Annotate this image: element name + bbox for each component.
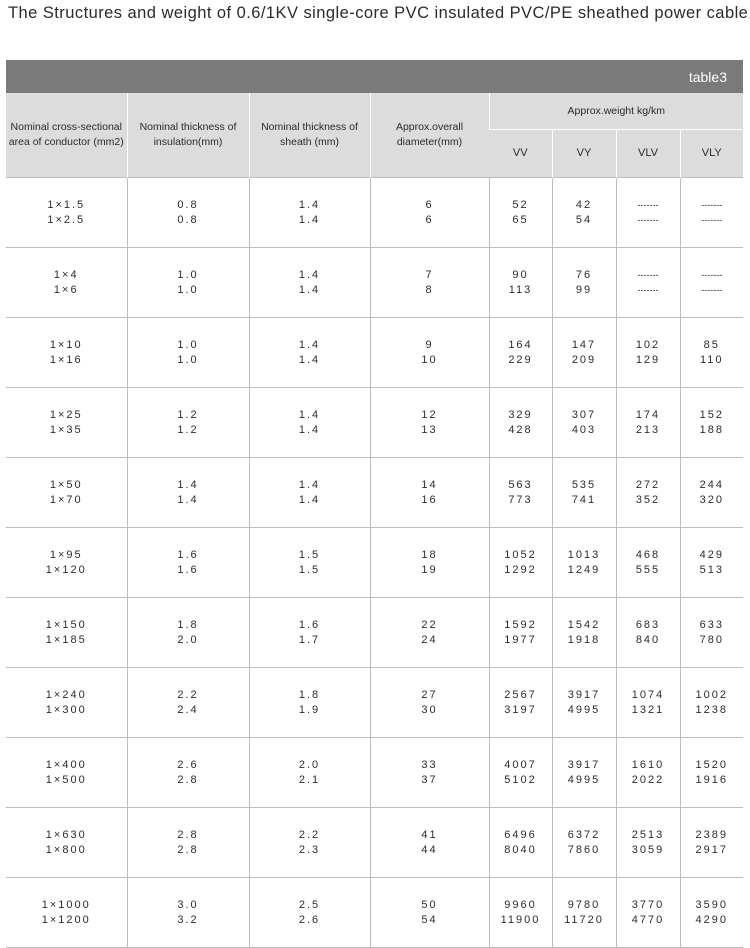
table-row bbox=[6, 458, 743, 528]
cell-value: 1×400 bbox=[45, 759, 87, 771]
cell-weight-vlv bbox=[616, 248, 680, 318]
cell-value: 213 bbox=[635, 423, 661, 436]
cell-insulation bbox=[127, 738, 249, 808]
cell-value: ------- bbox=[701, 284, 723, 295]
cell-value: 2.0 bbox=[298, 759, 321, 771]
cell-value: 90 bbox=[512, 269, 529, 281]
cell-value: 3.2 bbox=[177, 913, 199, 926]
cell-value: 403 bbox=[571, 423, 597, 436]
cell-value: 1×10 bbox=[49, 339, 83, 351]
cell-value: 0.8 bbox=[177, 213, 199, 226]
cell-value: 3770 bbox=[631, 899, 665, 911]
cell-insulation bbox=[127, 528, 249, 598]
cell-value: 1×95 bbox=[49, 549, 83, 561]
cell-value: 2.3 bbox=[298, 843, 321, 856]
cell-weight-vy bbox=[552, 458, 616, 528]
cell-value: 1542 bbox=[567, 619, 601, 631]
table-row bbox=[6, 248, 743, 318]
cell-value: 1.5 bbox=[298, 549, 321, 561]
cell-value: 1.2 bbox=[177, 409, 199, 421]
cell-value: 1.5 bbox=[298, 563, 321, 576]
cell-value: 535 bbox=[571, 479, 597, 491]
cell-value: ------- bbox=[701, 214, 723, 225]
cell-area bbox=[6, 318, 127, 388]
cell-weight-vv bbox=[489, 458, 552, 528]
table-row bbox=[6, 388, 743, 458]
cell-weight-vv bbox=[489, 878, 552, 948]
cell-diameter bbox=[370, 248, 489, 318]
cell-weight-vv bbox=[489, 248, 552, 318]
cell-area bbox=[6, 458, 127, 528]
header-weight: Approx.weight kg/km bbox=[489, 93, 743, 130]
cell-weight-vv bbox=[489, 668, 552, 738]
cell-insulation bbox=[127, 318, 249, 388]
cell-value: 1.8 bbox=[298, 689, 321, 701]
cell-sheath bbox=[249, 248, 370, 318]
cell-weight-vly bbox=[680, 458, 743, 528]
cell-area bbox=[6, 388, 127, 458]
cell-weight-vlv bbox=[616, 668, 680, 738]
cell-insulation bbox=[127, 458, 249, 528]
cell-insulation bbox=[127, 878, 249, 948]
header-vv: VV bbox=[489, 130, 552, 178]
cell-value: 555 bbox=[635, 563, 661, 576]
cell-insulation bbox=[127, 248, 249, 318]
cell-value: 780 bbox=[699, 633, 724, 646]
cell-weight-vlv bbox=[616, 878, 680, 948]
cell-value: 209 bbox=[571, 353, 597, 366]
cell-value: 188 bbox=[699, 423, 724, 436]
cell-value: 320 bbox=[699, 493, 724, 506]
cell-value: 1.0 bbox=[177, 339, 199, 351]
cell-value: 1×300 bbox=[45, 703, 87, 716]
cell-value: 54 bbox=[421, 913, 438, 926]
cell-value: 1×120 bbox=[45, 563, 87, 576]
cell-weight-vy bbox=[552, 808, 616, 878]
table-row bbox=[6, 318, 743, 388]
cell-value: 1292 bbox=[504, 563, 537, 576]
cell-value: 11720 bbox=[564, 913, 604, 926]
cell-value: 1.4 bbox=[298, 269, 321, 281]
cell-value: 1×1000 bbox=[41, 899, 91, 911]
cell-value: 1.9 bbox=[298, 703, 321, 716]
cell-value: 3059 bbox=[631, 843, 665, 856]
cell-weight-vly bbox=[680, 528, 743, 598]
cell-value: 5102 bbox=[504, 773, 537, 786]
cell-value: 1×4 bbox=[53, 269, 79, 281]
cell-value: 1.4 bbox=[298, 283, 321, 296]
cell-value: 1×6 bbox=[53, 283, 79, 296]
cell-value: 1.4 bbox=[298, 339, 321, 351]
cell-value: 4995 bbox=[567, 703, 601, 716]
cell-value: 1916 bbox=[695, 773, 728, 786]
cell-value: 6372 bbox=[567, 829, 601, 841]
cell-value: 174 bbox=[635, 409, 661, 421]
cell-value: 1002 bbox=[695, 689, 728, 701]
cell-value: ------- bbox=[637, 200, 659, 210]
cell-area bbox=[6, 738, 127, 808]
cell-value: 9960 bbox=[504, 899, 537, 911]
cell-value: 9780 bbox=[567, 899, 601, 911]
cell-value: 6 bbox=[425, 213, 434, 226]
cell-value: 1.8 bbox=[177, 619, 199, 631]
cell-insulation bbox=[127, 178, 249, 248]
cell-value: 147 bbox=[571, 339, 597, 351]
cell-value: 14 bbox=[421, 479, 438, 491]
header-area: Nominal cross-sectional area of conductor (mm2) bbox=[6, 93, 127, 178]
cell-value: 3917 bbox=[567, 759, 601, 771]
cell-weight-vy bbox=[552, 528, 616, 598]
cell-value: 1918 bbox=[567, 633, 601, 646]
cell-value: 76 bbox=[575, 269, 593, 281]
cell-weight-vly bbox=[680, 178, 743, 248]
cell-area bbox=[6, 808, 127, 878]
cell-value: 2.8 bbox=[177, 773, 199, 786]
cell-value: 1238 bbox=[695, 703, 728, 716]
cell-value: 22 bbox=[421, 619, 438, 631]
cell-value: 329 bbox=[508, 409, 533, 421]
cell-value: 1.0 bbox=[177, 283, 199, 296]
cell-weight-vlv bbox=[616, 738, 680, 808]
cell-value: 1.6 bbox=[298, 619, 321, 631]
cell-weight-vly bbox=[680, 248, 743, 318]
cell-value: 0.8 bbox=[177, 199, 199, 211]
cell-weight-vly bbox=[680, 388, 743, 458]
table-label-bar bbox=[6, 60, 743, 93]
cell-sheath bbox=[249, 458, 370, 528]
cell-sheath bbox=[249, 318, 370, 388]
cell-value: 2389 bbox=[695, 829, 728, 841]
cell-value: 2.6 bbox=[298, 913, 321, 926]
cell-insulation bbox=[127, 668, 249, 738]
cell-value: 513 bbox=[699, 563, 724, 576]
cell-value: 41 bbox=[421, 829, 438, 841]
table-row bbox=[6, 178, 743, 248]
cell-value: 152 bbox=[699, 409, 724, 421]
cell-value: 2917 bbox=[695, 843, 728, 856]
cell-value: 1977 bbox=[504, 633, 537, 646]
cell-area bbox=[6, 178, 127, 248]
cell-weight-vv bbox=[489, 178, 552, 248]
cell-value: 773 bbox=[508, 493, 533, 506]
header-diameter: Approx.overall diameter(mm) bbox=[370, 93, 489, 178]
cell-value: 1×500 bbox=[45, 773, 87, 786]
cell-value: 1321 bbox=[631, 703, 665, 716]
cell-weight-vy bbox=[552, 598, 616, 668]
cell-value: ------- bbox=[637, 214, 659, 225]
cell-value: 1592 bbox=[504, 619, 537, 631]
header-insulation: Nominal thickness of insulation(mm) bbox=[127, 93, 249, 178]
cell-value: 85 bbox=[703, 339, 720, 351]
cell-weight-vly bbox=[680, 878, 743, 948]
cell-weight-vlv bbox=[616, 318, 680, 388]
cell-value: 7 bbox=[425, 269, 434, 281]
cell-diameter bbox=[370, 738, 489, 808]
cell-value: 27 bbox=[421, 689, 438, 701]
cell-weight-vv bbox=[489, 318, 552, 388]
cell-weight-vlv bbox=[616, 528, 680, 598]
cell-area bbox=[6, 248, 127, 318]
cell-area bbox=[6, 528, 127, 598]
cell-weight-vv bbox=[489, 738, 552, 808]
cell-value: 563 bbox=[508, 479, 533, 491]
cell-sheath bbox=[249, 388, 370, 458]
cell-value: 44 bbox=[421, 843, 438, 856]
cell-value: 1.0 bbox=[177, 353, 199, 366]
cell-value: 2022 bbox=[631, 773, 665, 786]
cell-value: ------- bbox=[637, 270, 659, 280]
cell-value: 2.8 bbox=[177, 843, 199, 856]
cell-diameter bbox=[370, 528, 489, 598]
cell-value: 244 bbox=[699, 479, 724, 491]
cell-value: 2567 bbox=[504, 689, 537, 701]
cell-value: 8040 bbox=[504, 843, 537, 856]
table-row bbox=[6, 808, 743, 878]
cell-weight-vv bbox=[489, 388, 552, 458]
cell-value: 1.4 bbox=[177, 479, 199, 491]
cell-weight-vlv bbox=[616, 178, 680, 248]
cell-area bbox=[6, 598, 127, 668]
cell-value: 10 bbox=[421, 353, 438, 366]
cell-value: 2.5 bbox=[298, 899, 321, 911]
cell-value: 2.2 bbox=[177, 689, 199, 701]
cell-sheath bbox=[249, 598, 370, 668]
cell-value: 1×35 bbox=[49, 423, 83, 436]
cell-insulation bbox=[127, 388, 249, 458]
cell-area bbox=[6, 668, 127, 738]
cell-value: 1×1.5 bbox=[47, 199, 86, 211]
cell-value: 1×240 bbox=[45, 689, 87, 701]
cell-value: 24 bbox=[421, 633, 438, 646]
cell-weight-vlv bbox=[616, 808, 680, 878]
cell-value: 1×50 bbox=[49, 479, 83, 491]
cell-value: 1×1200 bbox=[41, 913, 91, 926]
cell-value: ------- bbox=[701, 200, 723, 210]
cell-value: 8 bbox=[425, 283, 434, 296]
cell-sheath bbox=[249, 808, 370, 878]
cell-value: 3590 bbox=[695, 899, 728, 911]
cell-value: 1520 bbox=[695, 759, 728, 771]
cell-sheath bbox=[249, 528, 370, 598]
cell-weight-vly bbox=[680, 808, 743, 878]
cell-value: 113 bbox=[508, 283, 533, 296]
cell-value: 6496 bbox=[504, 829, 537, 841]
cell-value: 6 bbox=[425, 199, 434, 211]
cell-value: 429 bbox=[699, 549, 724, 561]
cell-value: 1.7 bbox=[298, 633, 321, 646]
cell-value: 1.4 bbox=[298, 213, 321, 226]
table-row bbox=[6, 878, 743, 948]
cell-value: 2513 bbox=[631, 829, 665, 841]
cell-value: 2.0 bbox=[177, 633, 199, 646]
cell-value: 30 bbox=[421, 703, 438, 716]
table-row bbox=[6, 668, 743, 738]
cell-diameter bbox=[370, 388, 489, 458]
cell-value: 1×25 bbox=[49, 409, 83, 421]
cell-sheath bbox=[249, 878, 370, 948]
cell-value: 1052 bbox=[504, 549, 537, 561]
cable-spec-table bbox=[6, 93, 743, 948]
cell-value: 1.4 bbox=[298, 409, 321, 421]
cell-value: 1.4 bbox=[298, 353, 321, 366]
cell-value: 129 bbox=[635, 353, 661, 366]
page-title: The Structures and weight of 0.6/1KV single-core PVC insulated PVC/PE sheathed power cable bbox=[8, 4, 749, 22]
cell-value: 2.2 bbox=[298, 829, 321, 841]
table-row bbox=[6, 738, 743, 808]
cell-value: ------- bbox=[701, 270, 723, 280]
table-label: table3 bbox=[688, 69, 727, 85]
cell-value: 229 bbox=[508, 353, 533, 366]
cell-value: 33 bbox=[421, 759, 438, 771]
table-body bbox=[6, 178, 743, 948]
header-vy: VY bbox=[552, 130, 616, 178]
cell-weight-vv bbox=[489, 528, 552, 598]
cell-weight-vy bbox=[552, 248, 616, 318]
cell-value: 11900 bbox=[500, 913, 541, 926]
cell-weight-vy bbox=[552, 668, 616, 738]
cell-value: 633 bbox=[699, 619, 724, 631]
cell-value: 54 bbox=[575, 213, 593, 226]
cell-value: 19 bbox=[421, 563, 438, 576]
cell-value: 741 bbox=[571, 493, 597, 506]
cell-value: 16 bbox=[421, 493, 438, 506]
cell-value: 18 bbox=[421, 549, 438, 561]
cell-value: ------- bbox=[637, 284, 659, 295]
cell-value: 1074 bbox=[631, 689, 665, 701]
cell-weight-vy bbox=[552, 318, 616, 388]
cell-weight-vy bbox=[552, 178, 616, 248]
cell-diameter bbox=[370, 598, 489, 668]
cell-value: 1.2 bbox=[177, 423, 199, 436]
table-row bbox=[6, 598, 743, 668]
cell-value: 52 bbox=[512, 199, 529, 211]
cell-diameter bbox=[370, 318, 489, 388]
cell-weight-vy bbox=[552, 878, 616, 948]
cell-value: 1.4 bbox=[298, 493, 321, 506]
cell-value: 4290 bbox=[695, 913, 728, 926]
cell-value: 1.6 bbox=[177, 563, 199, 576]
cell-weight-vv bbox=[489, 598, 552, 668]
cell-value: 1×150 bbox=[45, 619, 87, 631]
cell-value: 7860 bbox=[567, 843, 601, 856]
cell-value: 42 bbox=[575, 199, 593, 211]
cell-value: 12 bbox=[421, 409, 438, 421]
cell-value: 110 bbox=[699, 353, 724, 366]
cell-value: 1×2.5 bbox=[47, 213, 86, 226]
cell-diameter bbox=[370, 878, 489, 948]
cell-value: 102 bbox=[635, 339, 661, 351]
cell-weight-vly bbox=[680, 738, 743, 808]
cell-value: 9 bbox=[425, 339, 434, 351]
cell-sheath bbox=[249, 668, 370, 738]
cell-value: 1013 bbox=[567, 549, 601, 561]
cell-value: 99 bbox=[575, 283, 593, 296]
cell-value: 3917 bbox=[567, 689, 601, 701]
cell-value: 307 bbox=[571, 409, 597, 421]
cell-value: 352 bbox=[635, 493, 661, 506]
cell-value: 1610 bbox=[631, 759, 665, 771]
cell-value: 1.4 bbox=[298, 199, 321, 211]
cell-weight-vly bbox=[680, 598, 743, 668]
cell-value: 3197 bbox=[504, 703, 537, 716]
cell-diameter bbox=[370, 808, 489, 878]
cell-value: 2.1 bbox=[298, 773, 321, 786]
cell-value: 1×70 bbox=[49, 493, 83, 506]
cell-value: 65 bbox=[512, 213, 529, 226]
cell-value: 2.4 bbox=[177, 703, 199, 716]
cell-value: 50 bbox=[421, 899, 438, 911]
cell-value: 1×16 bbox=[49, 353, 83, 366]
cell-value: 1×630 bbox=[45, 829, 87, 841]
cell-weight-vlv bbox=[616, 598, 680, 668]
cell-sheath bbox=[249, 738, 370, 808]
cell-value: 164 bbox=[508, 339, 533, 351]
cell-value: 1.4 bbox=[298, 479, 321, 491]
cell-diameter bbox=[370, 178, 489, 248]
header-vly: VLY bbox=[680, 130, 743, 178]
cell-weight-vy bbox=[552, 388, 616, 458]
cell-area bbox=[6, 878, 127, 948]
cell-value: 1249 bbox=[567, 563, 601, 576]
cell-value: 3.0 bbox=[177, 899, 199, 911]
cell-value: 13 bbox=[421, 423, 438, 436]
cell-value: 37 bbox=[421, 773, 438, 786]
cell-value: 2.6 bbox=[177, 759, 199, 771]
cell-value: 4007 bbox=[504, 759, 537, 771]
cell-value: 683 bbox=[635, 619, 661, 631]
cell-diameter bbox=[370, 458, 489, 528]
cell-value: 1×800 bbox=[45, 843, 87, 856]
cell-insulation bbox=[127, 598, 249, 668]
cell-diameter bbox=[370, 668, 489, 738]
cell-insulation bbox=[127, 808, 249, 878]
cell-value: 2.8 bbox=[177, 829, 199, 841]
cell-value: 272 bbox=[635, 479, 661, 491]
cell-value: 428 bbox=[508, 423, 533, 436]
cell-sheath bbox=[249, 178, 370, 248]
cell-value: 1.0 bbox=[177, 269, 199, 281]
cell-value: 1×185 bbox=[45, 633, 87, 646]
cell-weight-vv bbox=[489, 808, 552, 878]
cell-weight-vly bbox=[680, 668, 743, 738]
cell-weight-vly bbox=[680, 318, 743, 388]
header-sheath: Nominal thickness of sheath (mm) bbox=[249, 93, 370, 178]
cell-value: 1.4 bbox=[177, 493, 199, 506]
table-row bbox=[6, 528, 743, 598]
cell-value: 468 bbox=[635, 549, 661, 561]
cell-value: 4995 bbox=[567, 773, 601, 786]
cell-weight-vlv bbox=[616, 458, 680, 528]
cell-weight-vy bbox=[552, 738, 616, 808]
cell-value: 1.6 bbox=[177, 549, 199, 561]
cell-value: 840 bbox=[635, 633, 661, 646]
cell-value: 1.4 bbox=[298, 423, 321, 436]
cell-value: 4770 bbox=[631, 913, 665, 926]
cell-weight-vlv bbox=[616, 388, 680, 458]
header-vlv: VLV bbox=[616, 130, 680, 178]
